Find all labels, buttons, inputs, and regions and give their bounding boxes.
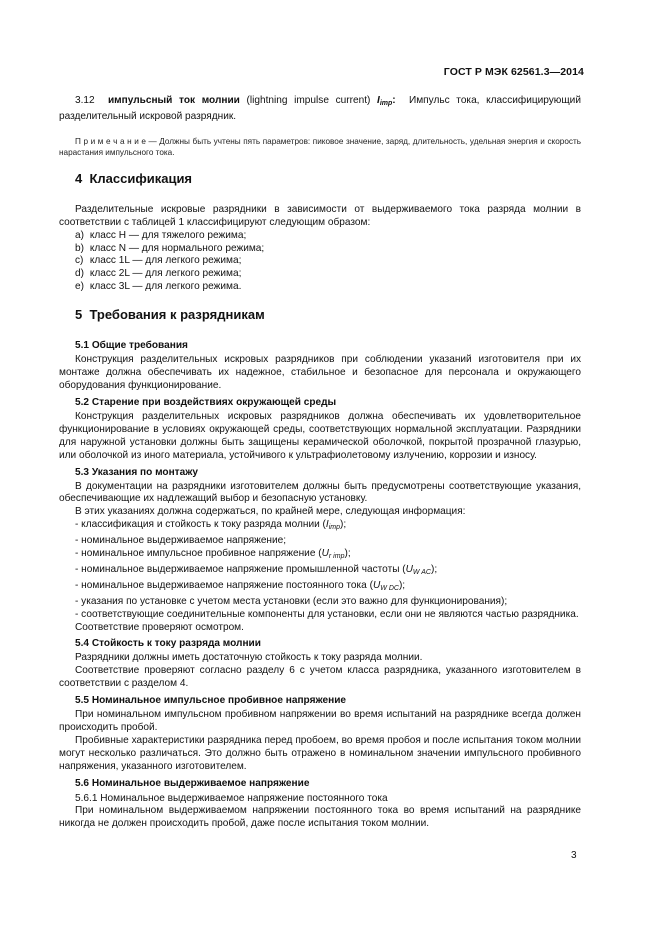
note-label: П р и м е ч а н и е	[75, 136, 146, 146]
list-item: c) класс 1L — для легкого режима;	[75, 255, 242, 267]
term-number: 3.12	[75, 95, 95, 106]
list-item: - классификация и стойкость к току разряда молнии $(I_{imp})$;	[75, 519, 347, 532]
section-5-5-text-2: Пробивные характеристики разрядника перед пробоем, во время пробоя и после испытания током молнии могут несколько различаться. Это должно быть отражено в номинальном значении импульсного пробивного напряжения, указанного изготовителем.	[59, 735, 581, 772]
section-5-3-heading: 5.3 Указания по монтажу	[75, 466, 199, 478]
term-definition-1: Импульс тока, классифицирующий	[408, 95, 581, 106]
section-4-heading	[59, 171, 581, 187]
section-5-title: Требования к разрядникам	[89, 307, 265, 323]
section-5-number: 5	[75, 307, 83, 323]
term-name: импульсный ток молнии	[107, 95, 240, 106]
list-item: b) класс N — для нормального режима;	[75, 242, 265, 254]
section-5-6-heading: 5.6 Номинальное выдерживаемое напряжение	[75, 777, 310, 789]
term-definition-2: разделительный искровой разрядник.	[59, 110, 237, 122]
section-4-number: 4	[75, 170, 83, 186]
section-5-6-1-text: При номинальном выдерживаемом напряжении постоянного тока во время испытаний на разряднике никогда не должен происходить пробой, даже после испытания током молнии.	[59, 804, 581, 829]
list-item: a) класс H — для тяжелого режима;	[75, 229, 247, 241]
note-text: — Должны быть учтены пять параметров: пиковое значение, заряд, длительность, удельная энергия и скорость нарастания импульсного тока.	[59, 136, 582, 157]
list-item: - номинальное выдерживаемое напряжение;	[75, 535, 287, 547]
section-4-title: Классификация	[89, 170, 193, 186]
standard-header: ГОСТ Р МЭК 62561.3—2014	[443, 66, 584, 78]
term-symbol-sub: imp	[379, 100, 393, 107]
list-item: e) класс 3L — для легкого режима.	[75, 281, 242, 293]
section-5-5-heading: 5.5 Номинальное импульсное пробивное напряжение	[75, 695, 347, 707]
page-number: 3	[571, 850, 577, 861]
section-5-3-check: Соответствие проверяют осмотром.	[75, 621, 244, 633]
list-item: - номинальное выдерживаемое напряжение постоянного тока $(U_{W DC})$;	[75, 579, 406, 592]
section-5-5-text-1: При номинальном импульсном пробивном напряжении во время испытаний на разряднике всегда должен происходить пробой.	[59, 709, 581, 734]
list-item: - соответствующие соединительные компоненты для установки, если они не являются частью разрядника.	[75, 608, 579, 620]
section-5-2-heading: 5.2 Старение при воздействиях окружающей среды	[75, 396, 337, 408]
section-5-1-heading: 5.1 Общие требования	[75, 340, 188, 352]
note	[59, 136, 581, 158]
section-5-3-text-1: В документации на разрядники изготовителем должны быть предусмотрены соответствующие указания, обеспечивающие их надлежащий выбор и безопасную установку.	[59, 480, 581, 505]
list-item: d) класс 2L — для легкого режима;	[75, 268, 242, 280]
section-4-intro: Разделительные искровые разрядники в зависимости от выдерживаемого тока разряда молнии в соответствии с таблицей 1 классифицируют следующим образом:	[59, 203, 581, 228]
term-3-12: 3.12 импульсный ток молнии (lightning impulse current) $I_{imp}$: Импульс тока, классифицирующий разделительный искровой разрядник.	[59, 95, 581, 122]
list-item: - номинальное импульсное пробивное напряжение $(U_{r imp})$;	[75, 548, 351, 561]
list-item: - номинальное выдерживаемое напряжение промышленной частоты $(U_{W AC})$;	[75, 563, 438, 576]
class-list	[59, 230, 581, 295]
list-item: - указания по установке с учетом места установки (если это важно для функционирования);	[75, 595, 508, 607]
section-5-4-heading: 5.4 Стойкость к току разряда молнии	[75, 638, 261, 650]
term-symbol: I	[377, 95, 380, 106]
page-content	[59, 91, 581, 831]
section-5-4-text-1: Разрядники должны иметь достаточную стойкость к току разряда молнии.	[75, 652, 423, 664]
section-5-3-text-2: В этих указаниях должна содержаться, по крайней мере, следующая информация:	[75, 506, 466, 518]
term-english: (lightning impulse current)	[246, 95, 371, 106]
info-bullets	[59, 519, 581, 621]
section-5-heading	[59, 307, 581, 323]
section-5-2-text: Конструкция разделительных искровых разрядников должна обеспечивать их удовлетворительное функционирование в условиях окружающей среды, соответствующих нормальной эксплуатации. Разрядники для наружной установки должны быть защищены керамической оболочкой, покрытой прозрачной глазурью, или оболочкой из иного материала, устойчивого к ультрафиолетовому излучению, коррозии и износу.	[59, 410, 581, 461]
section-5-6-1-heading: 5.6.1 Номинальное выдерживаемое напряжение постоянного тока	[75, 792, 388, 804]
section-5-1-text: Конструкция разделительных искровых разрядников при соблюдении указаний изготовителя при их монтаже должна обеспечивать их надежное, стабильное и безопасное для персонала и окружающего оборудования функционирование.	[59, 354, 581, 391]
section-5-4-text-2: Соответствие проверяют согласно разделу 6 с учетом класса разрядника, указанного изготовителем в соответствии с разделом 4.	[59, 665, 581, 690]
